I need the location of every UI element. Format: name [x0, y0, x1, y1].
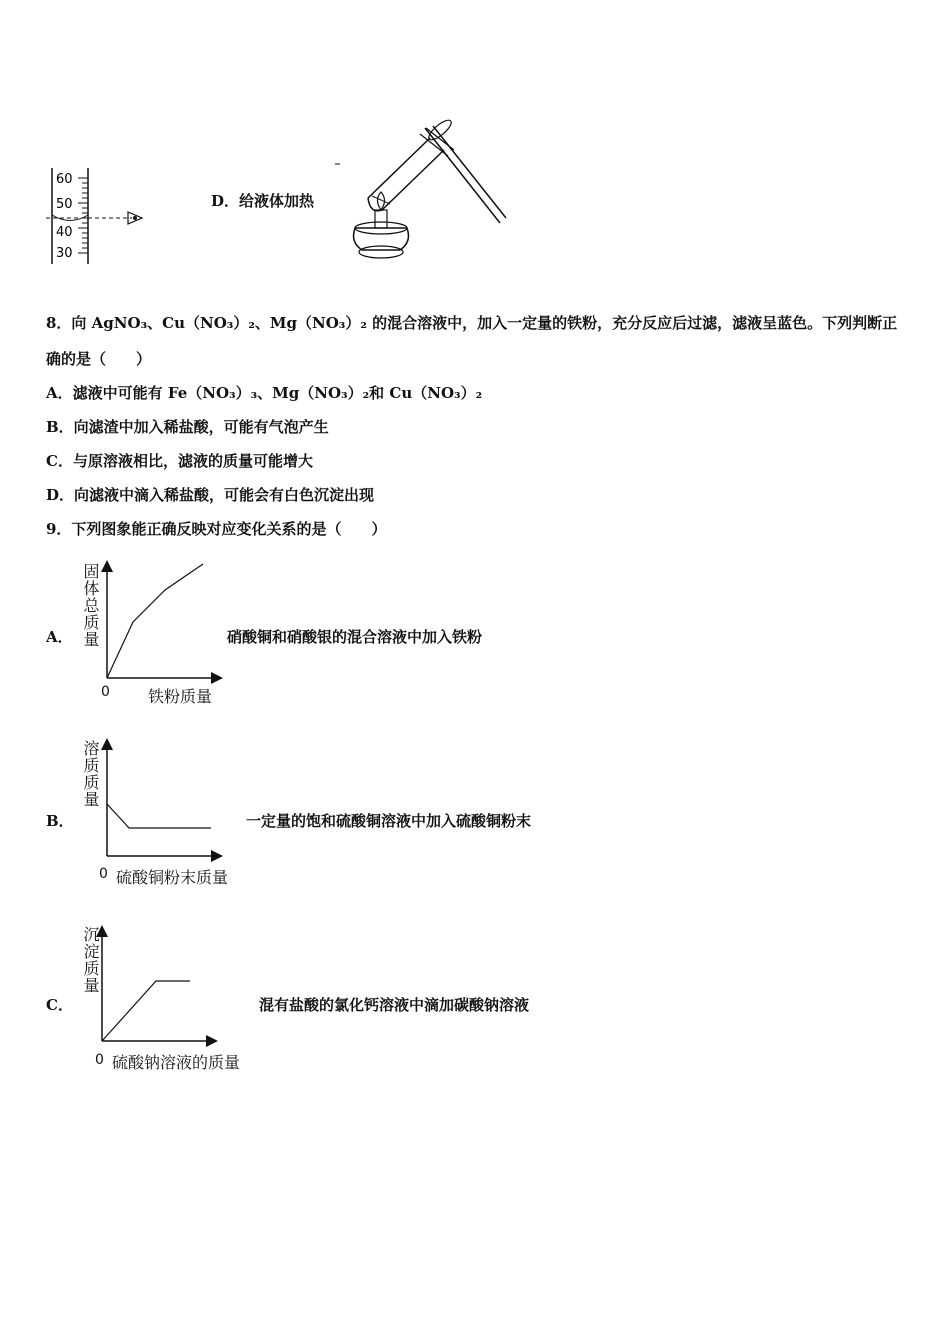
- q9-option-c-letter: C．: [46, 996, 73, 1014]
- q8-option-c: C．与原溶液相比，滤液的质量可能增大: [46, 452, 313, 470]
- measuring-cylinder-figure: [40, 160, 160, 270]
- q9-option-a-letter: A．: [46, 628, 73, 646]
- cylinder-tick-30: 30: [56, 246, 73, 261]
- graph-a-chart: [95, 560, 225, 685]
- graph-c-description: 混有盐酸的氯化钙溶液中滴加碳酸钠溶液: [259, 996, 530, 1014]
- graph-a-description: 硝酸铜和硝酸银的混合溶液中加入铁粉: [227, 628, 483, 646]
- q9-stem: 9．下列图象能正确反映对应变化关系的是（ ）: [46, 520, 387, 538]
- graph-b-xlabel: 硫酸铜粉末质量: [116, 868, 229, 887]
- graph-c-origin: 0: [95, 1052, 104, 1068]
- graph-a-curve: [107, 564, 203, 678]
- graph-c-chart: [90, 925, 220, 1050]
- q8-stem-line1: 8．向 AgNO₃、Cu（NO₃）₂、Mg（NO₃）₂ 的混合溶液中，加入一定量的铁粉，充分反应后过滤，滤液呈蓝色。下列判断正: [46, 314, 898, 332]
- graph-b-description: 一定量的饱和硫酸铜溶液中加入硫酸铜粉末: [246, 812, 532, 830]
- graph-b-curve: [107, 804, 211, 828]
- graph-a-origin: 0: [101, 684, 110, 700]
- graph-c-curve: [102, 981, 190, 1041]
- graph-a-ylabel: 固体总质量: [81, 563, 100, 648]
- q8-option-d: D．向滤液中滴入稀盐酸，可能会有白色沉淀出现: [46, 486, 375, 504]
- graph-c-xlabel: 硫酸钠溶液的质量: [112, 1053, 241, 1072]
- graph-a-xlabel: 铁粉质量: [148, 687, 213, 706]
- q8-stem-line2: 确的是（ ）: [46, 350, 152, 368]
- q8-option-b: B．向滤渣中加入稀盐酸，可能有气泡产生: [46, 418, 329, 436]
- cylinder-tick-60: 60: [56, 172, 73, 187]
- graph-b-origin: 0: [99, 866, 108, 882]
- graph-b-chart: [95, 738, 225, 863]
- cylinder-tick-50: 50: [56, 197, 73, 212]
- q9-option-b-letter: B．: [46, 812, 74, 830]
- graph-b-ylabel: 溶质质量: [81, 740, 100, 808]
- graph-c-ylabel: 沉淀质量: [81, 926, 100, 994]
- q8-option-a: A．滤液中可能有 Fe（NO₃）₃、Mg（NO₃）₂和 Cu（NO₃）₂: [46, 384, 483, 402]
- cylinder-tick-40: 40: [56, 225, 73, 240]
- q7-option-d: D．给液体加热: [211, 192, 315, 210]
- test-tube-heating-figure: [330, 118, 510, 268]
